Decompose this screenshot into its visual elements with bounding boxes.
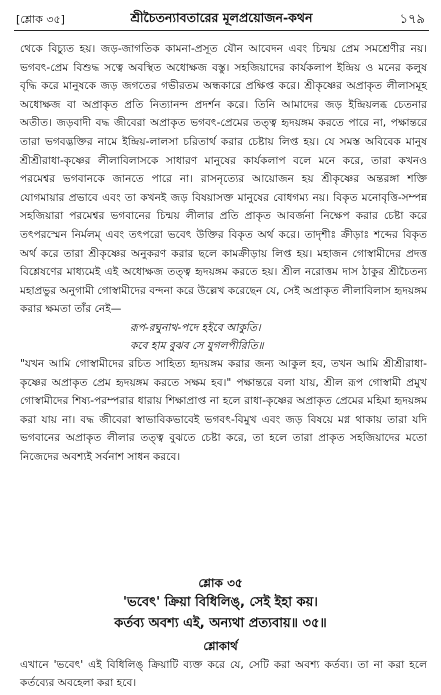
quoted-verse <box>130 319 427 355</box>
header-chapter-title: শ্রীচৈতন্যাবতারের মূলপ্রয়োজন-কথন <box>130 10 313 25</box>
page-number: ১৭৯ <box>399 12 425 27</box>
header-verse-ref: [শ্লোক ৩৫] <box>16 13 65 26</box>
quoted-verse-line-1: রূপ-রঘুনাথ-পদে হইবে আকুতি। <box>130 321 261 334</box>
sloka-block <box>0 574 441 656</box>
sloka-line-1: 'ভবেৎ' ক্রিয়া বিধিলিঙ্‌, সেই ইহা কয়। <box>123 595 318 610</box>
purport-text <box>20 40 427 466</box>
purport-paragraph-1: থেকে বিচ্যুত হয়। জড়-জাগতিক কামনা-প্রসূত যৌন আবেদন এবং চিন্ময় প্রেম সমশ্রেণীর নয়। ভগবৎ-প্রেম বিশুদ্ধ সত্বে অবস্থিত অধোক্ষজ বস্তু। সহজিয়াদের কার্যকলাপ ইন্দ্রিয় ও মনের কলুষ বৃদ্ধি করে মানুষকে জড় জগতের গভীরতম অন্ধকারে প্রক্ষিপ্ত করে। শ্রীকৃষ্ণের অপ্রাকৃত লীলাসমূহ অধোক্ষজ বা অপ্রাকৃত প্রতি নিত্যানন্দ প্রদর্শন করে। তিনি আমাদের জড় ইন্দ্রিয়লব্ধ চেতনার অতীত। জড়বাদী বদ্ধ জীবেরা অপ্রাকৃত ভগবৎ-প্রেমের তত্ত্ব হৃদয়ঙ্গম করতে পারে না, পক্ষান্তরে তারা ভগবদ্ভক্তির নামে ইন্দ্রিয়-লালসা চরিতার্থ করার চেষ্টায় লিপ্ত হয়। যে সমস্ত অবিবেক মানুষ শ্রীশ্রীরাধা-কৃষ্ণের লীলাবিলাসকে সাধারণ মানুষের কার্যকলাপ বলে মনে করে, তারা কখনও পরমেশ্বর ভগবানকে জানতে পারে না। রাসনৃত্যের আয়োজন হয় শ্রীকৃষ্ণের অন্তরঙ্গা শক্তি যোগমায়ার প্রভাবে এবং তা কখনই জড় বিষয়াসক্ত মানুষের বোধগম্য নয়। বিকৃত মনোবৃত্তি-সম্পন্ন সহজিয়ারা পরমেশ্বর ভগবানের চিন্ময় লীলার প্রতি প্রাকৃত আবর্জনা নিক্ষেপ করার চেষ্টা করে তৎপরস্মেন নির্মলম্ এবং তৎপরো ভবেৎ উক্তির বিকৃত অর্থ করে। তাদৃশীঃ ক্রীড়াঃ শব্দের বিকৃত অর্থ করে তারা শ্রীকৃষ্ণের অনুকরণ করার ছলে কামক্রীড়ায় লিপ্ত হয়। মহাজন গোস্বামীদের প্রদত্ত বিশ্লেষণের মাধ্যমেই এই অধোক্ষজ তত্ত্ব হৃদয়ঙ্গম করতে হয়। শ্রীল নরোত্তম দাস ঠাকুর শ্রীচৈতন্য মহাপ্রভুর অনুগামী গোস্বামীদের বন্দনা করে উল্লেখ করেছেন যে, সেই অপ্রাকৃত লীলাবিলাস হৃদয়ঙ্গম করার ক্ষমতা তাঁর নেই— <box>20 43 427 316</box>
translation-text: এখানে 'ভবেৎ' এই বিধিলিঙ্ ক্রিয়াটি ব্যক্ত করে যে, সেটি করা অবশ্য কর্তব্য। তা না করা হলে কর্তব্যের অবহেলা করা হবে। <box>20 659 427 689</box>
page-header <box>14 8 429 31</box>
purport-paragraph-2: "যখন আমি গোস্বামীদের রচিত সাহিত্য হৃদয়ঙ্গম করার জন্য আকুল হব, তখন আমি শ্রীশ্রীরাধা-কৃষ্ণের অপ্রাকৃত প্রেম হৃদয়ঙ্গম করতে সক্ষম হব।" পক্ষান্তরে বলা যায়, শ্রীল রূপ গোস্বামী প্রমুখ গোস্বামীদের শিষ্য-পরম্পরার ধারায় শিক্ষাপ্রাপ্ত না হলে রাধা-কৃষ্ণের অপ্রাকৃত প্রেমের মহিমা হৃদয়ঙ্গম করা যায় না। বদ্ধ জীবেরা স্বাভাবিকভাবেই ভগবৎ-বিমুখ এবং জড় বিষয়ে মগ্ন থাকায় তারা যদি ভগবানের অপ্রাকৃত লীলার তত্ত্ব বুঝতে চেষ্টা করে, তা হলে তারা প্রাকৃত সহজিয়াদের মতো নিজেদের অবশ্যই সর্বনাশ সাধন করবে। <box>20 357 427 463</box>
sloka-line-2: কর্তব্য অবশ্য এই, অন্যথা প্রত্যবায়॥ ৩৫॥ <box>114 616 327 631</box>
translation-heading: শ্লোকার্থ <box>203 639 238 653</box>
sloka-number: শ্লোক ৩৫ <box>198 576 243 590</box>
quoted-verse-line-2: কবে হাম বুঝব সে যুগলপীরিতি॥ <box>130 339 264 352</box>
